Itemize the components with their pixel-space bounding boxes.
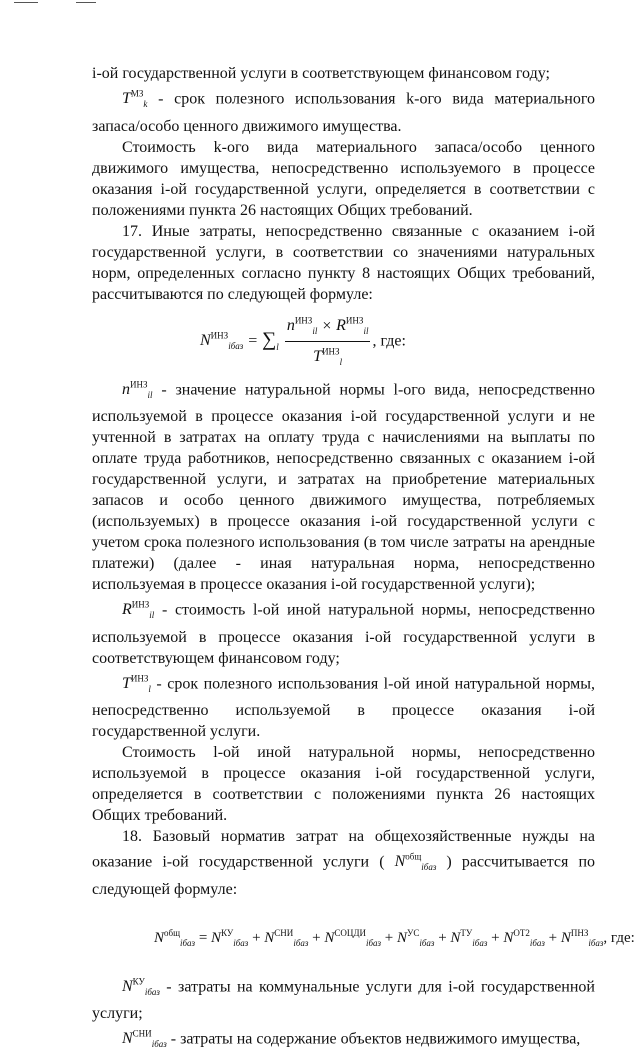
paragraph-continuation: i-ой государственной услуги в соответствующем финансовом году; (92, 65, 550, 82)
formula2-term: $N^{СНИ}_{iбаз}$ (264, 927, 309, 948)
formula-other-costs: $N^{ИНЗ}_{iбаз} = \sum_l$ $\frac{n^{ИНЗ}_{il} \times R^{ИНЗ}_{il}}{T^{ИНЗ}_l}$ , где: (92, 305, 595, 375)
scan-mark-right (76, 2, 96, 3)
definition-r: $R^{ИНЗ}_{il}$ - стоимость l-ой иной натуральной нормы, непосредственно используемой в процессе оказания i-ой государственной услуги в соответствующем финансовом году; (92, 600, 595, 667)
paragraph-18: 18. Базовый норматив затрат на общехозяйственные нужды на оказание i-ой государственной услуги ( $N^{общ}_{iбаз}$ ) рассчитывается по следующей формуле: (92, 828, 596, 898)
formula2-term: $N^{ОТ2}_{iбаз}$ (503, 927, 545, 948)
formula1-fraction: $\frac{n^{ИНЗ}_{il} \times R^{ИНЗ}_{il}}{T^{ИНЗ}_l}$ (285, 311, 371, 373)
symbol-n: $n^{ИНЗ}_{il}$ (122, 379, 153, 401)
definition-n: $n^{ИНЗ}_{il}$ - значение натуральной нормы l-ого вида, непосредственно используемой в процессе оказания i-ой государственной услуги и не учтенной в затратах на оплату труда с начислениями на выплаты по оплате труда работников, непосредственно связанных с оказанием i-ой государственной услуги, и затратах на приобретение материальных запасов и особо ценного движимого имущества, потребляемых (используемых) в процессе оказания i-ой государственной услуги с учетом срока полезного использования (в том числе затраты на арендные платежи) (далее - иная натуральная норма, непосредственно используемая в процессе оказания i-ой государственной услуги); (92, 379, 595, 594)
paragraph-17: 17. Иные затраты, непосредственно связанные с оказанием i-ой государственной услуги, в соответствии со значениями натуральных норм, определенных согласно пункту 8 настоящих Общих требований, рассчитываются по следующей формуле: (92, 222, 595, 303)
definition-tk: $T^{МЗ}_k$ - срок полезного использования k-ого вида материального запаса/особо ценного движимого имущества. (92, 89, 595, 135)
formula2-term: $N^{ТУ}_{iбаз}$ (450, 927, 488, 948)
formula2-term: $N^{СОЦДИ}_{iбаз}$ (324, 927, 382, 948)
paragraph-cost-k: Стоимость k-ого вида материального запаса/особо ценного движимого имущества, непосредственно используемого в процессе оказания i-ой государственной услуги, определяется в соответствии с положениями пункта 26 настоящих Общих требований. (92, 138, 595, 219)
symbol-ku: $N^{КУ}_{iбаз}$ (122, 976, 160, 998)
formula2-term: $N^{УС}_{iбаз}$ (397, 927, 435, 948)
formula1-lhs: $N^{ИНЗ}_{iбаз}$ (200, 330, 244, 352)
formula2-term: $N^{ПНЗ}_{iбаз}$ (560, 927, 604, 948)
symbol-tk: $T^{МЗ}_k$ (122, 89, 148, 110)
formula-general-costs: $N^{общ}_{iбаз} = N^{КУ}_{iбаз} + N^{СНИ}_{iбаз} + N^{СОЦДИ}_{iбаз} + N^{УС}_{iбаз} + N^{ТУ}_{iбаз} + N^{ОТ2}_{iбаз} + N^{ПНЗ}_{iбаз}$, где: (154, 927, 635, 948)
definition-t: $T^{ИНЗ}_l$ - срок полезного использования l-ой иной натуральной нормы, непосредственно используемой в процессе оказания i-ой государственной услуги. (92, 673, 595, 741)
symbol-n-general: $N^{общ}_{iбаз}$ (394, 852, 437, 873)
symbol-r: $R^{ИНЗ}_{il}$ (122, 600, 155, 621)
symbol-sni: $N^{СНИ}_{iбаз}$ (122, 1029, 167, 1050)
document-page (92, 63, 635, 1056)
scan-mark-left (14, 2, 38, 3)
definition-sni: $N^{СНИ}_{iбаз}$ - затраты на содержание объектов недвижимого имущества, (122, 1029, 581, 1050)
paragraph-cost-l: Стоимость l-ой иной натуральной нормы, непосредственно используемой в процессе оказания i-ой государственной услуги, определяется в соответствии с положениями пункта 26 настоящих Общих требований. (92, 744, 595, 825)
sum-symbol: ∑ (262, 328, 277, 351)
symbol-t: $T^{ИНЗ}_l$ (122, 673, 151, 695)
formula2-lhs: $N^{общ}_{iбаз}$ (154, 927, 196, 948)
definition-ku: $N^{КУ}_{iбаз}$ - затраты на коммунальные услуги для i-ой государственной услуги; (92, 976, 595, 1023)
formula2-term: $N^{КУ}_{iбаз}$ (211, 927, 249, 948)
